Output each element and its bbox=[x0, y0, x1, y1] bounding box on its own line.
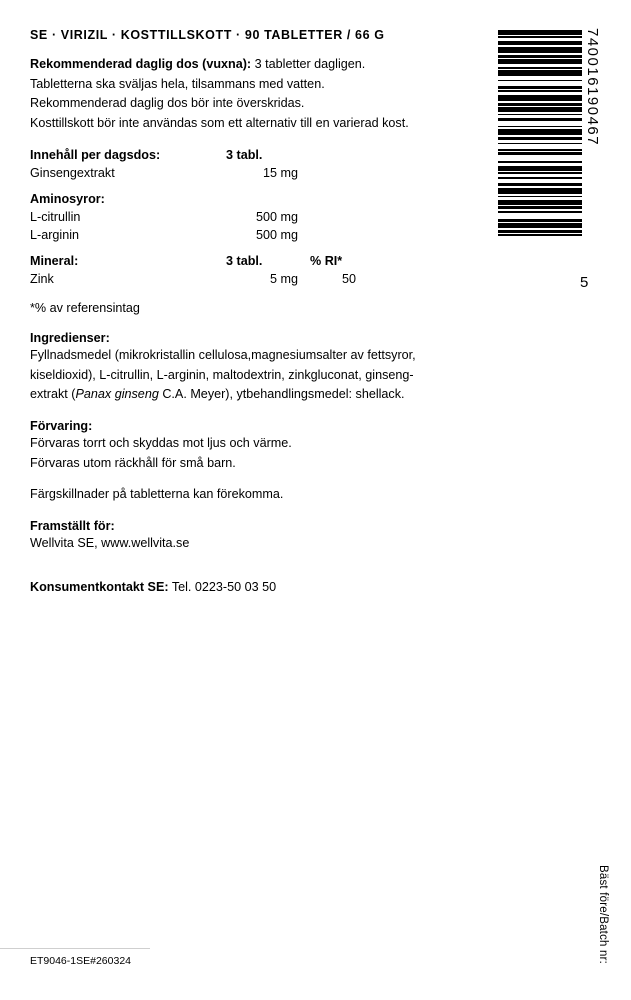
consumer-contact-label: Konsumentkontakt SE: bbox=[30, 580, 169, 595]
barcode-bar bbox=[498, 236, 582, 239]
storage-line-1: Förvaras torrt och skyddas mot ljus och värme. bbox=[30, 436, 292, 450]
footer-divider bbox=[0, 948, 150, 949]
amino-header-row bbox=[30, 190, 470, 208]
consumer-contact bbox=[30, 579, 470, 597]
nutrition-content-header-amount: 3 tabl. bbox=[226, 148, 263, 162]
label-content bbox=[30, 28, 470, 609]
ingredients-latin-name: Panax ginseng bbox=[75, 387, 159, 401]
table-row bbox=[30, 226, 470, 244]
ingredients-line-3a: extrakt ( bbox=[30, 387, 76, 401]
ingredients-title: Ingredienser: bbox=[30, 330, 110, 345]
mineral-header-row bbox=[30, 252, 470, 270]
artwork-code: ET9046-1SE#260324 bbox=[30, 955, 131, 967]
ri-footnote: *% av referensintag bbox=[30, 301, 140, 315]
dosage-title: Rekommenderad daglig dos (vuxna): bbox=[30, 57, 252, 71]
dosage-line-2: Tabletterna ska sväljas hela, tilsammans med vatten. bbox=[30, 76, 325, 91]
color-variation-note: Färgskillnader på tabletterna kan förekomma. bbox=[30, 487, 284, 501]
dosage-line-1 bbox=[30, 56, 470, 74]
ingredients-line-1: Fyllnadsmedel (mikrokristallin cellulosa,magnesiumsalter av fettsyror, bbox=[30, 348, 416, 362]
table-row bbox=[30, 164, 470, 182]
nutrient-ri: 50 bbox=[341, 272, 356, 286]
storage-title: Förvaring: bbox=[30, 418, 93, 433]
dosage-line-4: Kosttillskott bör inte användas som ett alternativ till en varierad kost. bbox=[30, 115, 409, 130]
amino-header-label: Aminosyror: bbox=[30, 192, 105, 206]
storage-line-2: Förvaras utom räckhåll för små barn. bbox=[30, 455, 236, 470]
mineral-header-amount: 3 tabl. bbox=[226, 254, 263, 268]
nutrition-content-header-row bbox=[30, 146, 470, 164]
manufacturer-line-1: Wellvita SE, www.wellvita.se bbox=[30, 536, 190, 550]
consumer-contact-value: Tel. 0223-50 03 50 bbox=[168, 580, 277, 595]
table-row bbox=[30, 208, 470, 226]
nutrient-name: L-arginin bbox=[30, 228, 80, 242]
ingredients-line-3 bbox=[30, 386, 470, 404]
ingredients-line-3b: C.A. Meyer), ytbehandlingsmedel: shellack. bbox=[158, 387, 405, 401]
nutrient-amount: 500 mg bbox=[255, 228, 298, 242]
mineral-header-ri: % RI* bbox=[310, 254, 343, 268]
nutrient-name: L-citrullin bbox=[30, 210, 81, 224]
barcode-bars bbox=[498, 30, 582, 252]
nutrient-amount: 5 mg bbox=[270, 272, 298, 286]
ingredients-line-2: kiseldioxid), L-citrullin, L-arginin, maltodextrin, zinkgluconat, ginseng- bbox=[30, 367, 414, 382]
best-before-batch-label: Bäst före/Batch nr: bbox=[597, 864, 609, 964]
nutrition-content-header-label: Innehåll per dagsdos: bbox=[30, 148, 161, 162]
nutrient-name: Zink bbox=[30, 272, 54, 286]
nutrient-amount: 500 mg bbox=[255, 210, 298, 224]
product-header: SE · VIRIZIL · KOSTTILLSKOTT · 90 TABLETTER / 66 G bbox=[30, 28, 385, 42]
manufacturer-title: Framställt för: bbox=[30, 518, 115, 533]
barcode-digits: 740016190467 bbox=[584, 28, 601, 147]
nutrient-amount: 15 mg bbox=[262, 166, 298, 180]
nutrient-name: Ginsengextrakt bbox=[30, 166, 115, 180]
dosage-line-3: Rekommenderad daglig dos bör inte överskridas. bbox=[30, 96, 305, 110]
barcode bbox=[492, 22, 607, 291]
barcode-first-digit: 5 bbox=[580, 274, 589, 291]
table-row bbox=[30, 270, 470, 288]
dosage-title-rest: 3 tabletter dagligen. bbox=[251, 57, 366, 71]
mineral-header-label: Mineral: bbox=[30, 254, 79, 268]
